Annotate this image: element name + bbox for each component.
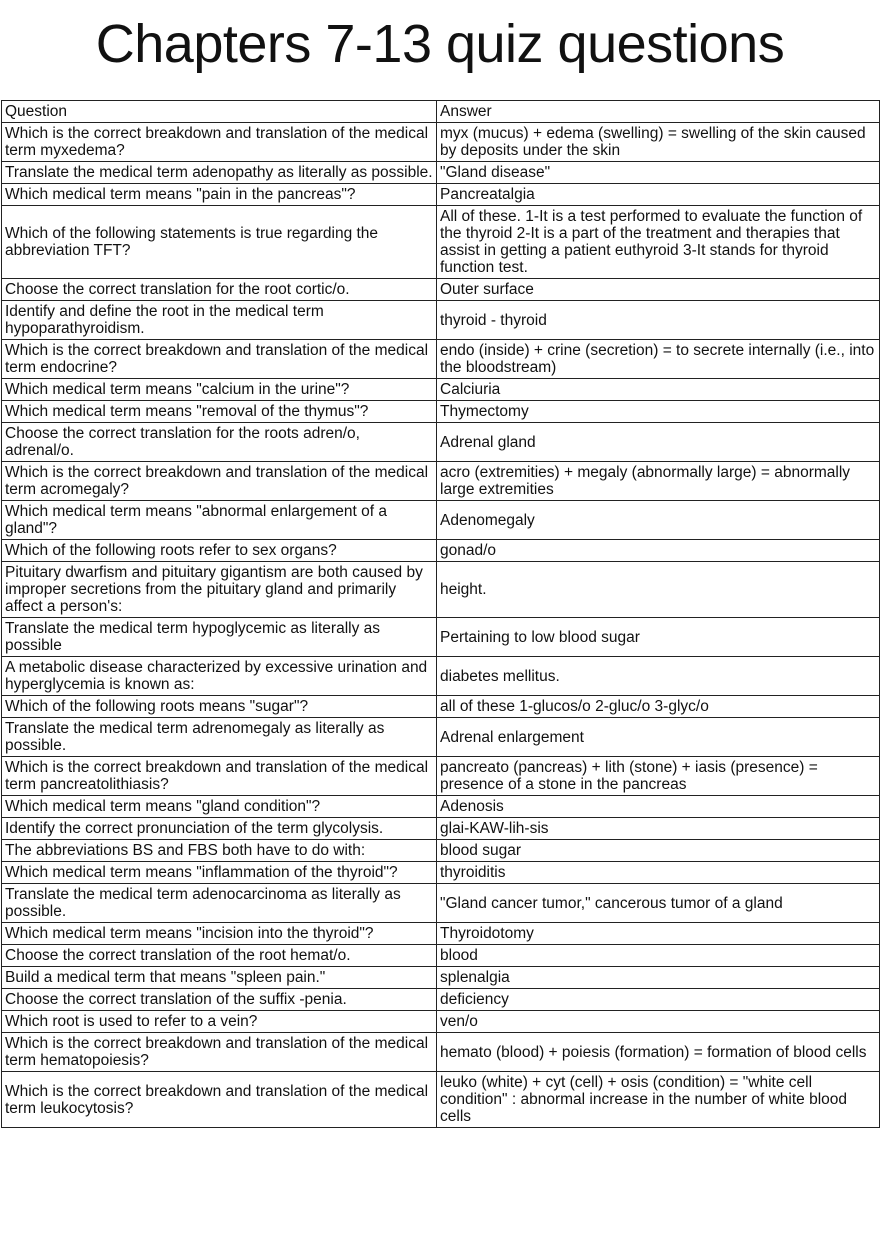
question-cell: A metabolic disease characterized by excessive urination and hyperglycemia is known as: xyxy=(2,657,437,696)
answer-cell: "Gland cancer tumor," cancerous tumor of a gland xyxy=(437,884,880,923)
table-row xyxy=(2,562,880,618)
question-cell: Which is the correct breakdown and translation of the medical term pancreatolithiasis? xyxy=(2,757,437,796)
answer-cell: Calciuria xyxy=(437,379,880,401)
answer-cell: Adrenal enlargement xyxy=(437,718,880,757)
question-cell: Which medical term means "removal of the thymus"? xyxy=(2,401,437,423)
answer-cell: all of these 1-glucos/o 2-gluc/o 3-glyc/o xyxy=(437,696,880,718)
answer-cell: thyroiditis xyxy=(437,862,880,884)
question-cell: Which is the correct breakdown and translation of the medical term acromegaly? xyxy=(2,462,437,501)
question-cell: Which medical term means "incision into the thyroid"? xyxy=(2,923,437,945)
answer-cell: "Gland disease" xyxy=(437,162,880,184)
table-row xyxy=(2,184,880,206)
answer-cell: gonad/o xyxy=(437,540,880,562)
question-cell: The abbreviations BS and FBS both have to do with: xyxy=(2,840,437,862)
quiz-table xyxy=(1,100,880,1128)
table-row xyxy=(2,340,880,379)
table-row xyxy=(2,462,880,501)
answer-cell: hemato (blood) + poiesis (formation) = formation of blood cells xyxy=(437,1033,880,1072)
question-cell: Choose the correct translation for the roots adren/o, adrenal/o. xyxy=(2,423,437,462)
question-cell: Identify and define the root in the medical term hypoparathyroidism. xyxy=(2,301,437,340)
question-cell: Which is the correct breakdown and translation of the medical term leukocytosis? xyxy=(2,1072,437,1128)
question-cell: Translate the medical term hypoglycemic as literally as possible xyxy=(2,618,437,657)
question-cell: Which medical term means "abnormal enlargement of a gland"? xyxy=(2,501,437,540)
table-row xyxy=(2,423,880,462)
answer-cell: Pertaining to low blood sugar xyxy=(437,618,880,657)
answer-cell: Outer surface xyxy=(437,279,880,301)
question-cell: Choose the correct translation for the root cortic/o. xyxy=(2,279,437,301)
table-row xyxy=(2,989,880,1011)
table-row xyxy=(2,718,880,757)
question-cell: Pituitary dwarfism and pituitary gigantism are both caused by improper secretions from the pituitary gland and primarily affect a person's: xyxy=(2,562,437,618)
answer-cell: Pancreatalgia xyxy=(437,184,880,206)
answer-cell: leuko (white) + cyt (cell) + osis (condition) = "white cell condition" : abnormal increase in the number of white blood cells xyxy=(437,1072,880,1128)
table-row xyxy=(2,123,880,162)
question-cell: Which of the following statements is true regarding the abbreviation TFT? xyxy=(2,206,437,279)
table-row xyxy=(2,657,880,696)
table-row xyxy=(2,1033,880,1072)
question-cell: Which is the correct breakdown and translation of the medical term hematopoiesis? xyxy=(2,1033,437,1072)
table-row xyxy=(2,379,880,401)
table-row xyxy=(2,162,880,184)
answer-cell: Adenomegaly xyxy=(437,501,880,540)
table-row xyxy=(2,696,880,718)
answer-cell: Adrenal gland xyxy=(437,423,880,462)
question-cell: Identify the correct pronunciation of the term glycolysis. xyxy=(2,818,437,840)
question-cell: Which medical term means "calcium in the urine"? xyxy=(2,379,437,401)
table-row xyxy=(2,1011,880,1033)
answer-cell: deficiency xyxy=(437,989,880,1011)
table-row xyxy=(2,401,880,423)
header-answer: Answer xyxy=(437,101,880,123)
quiz-table-body xyxy=(2,101,880,1128)
table-row xyxy=(2,967,880,989)
answer-cell: diabetes mellitus. xyxy=(437,657,880,696)
question-cell: Which medical term means "pain in the pancreas"? xyxy=(2,184,437,206)
question-cell: Build a medical term that means "spleen pain." xyxy=(2,967,437,989)
table-row xyxy=(2,1072,880,1128)
table-row xyxy=(2,757,880,796)
answer-cell: myx (mucus) + edema (swelling) = swelling of the skin caused by deposits under the skin xyxy=(437,123,880,162)
question-cell: Which root is used to refer to a vein? xyxy=(2,1011,437,1033)
table-row xyxy=(2,618,880,657)
answer-cell: thyroid - thyroid xyxy=(437,301,880,340)
answer-cell: blood xyxy=(437,945,880,967)
table-row xyxy=(2,301,880,340)
answer-cell: Thyroidotomy xyxy=(437,923,880,945)
table-row xyxy=(2,945,880,967)
answer-cell: Thymectomy xyxy=(437,401,880,423)
question-cell: Choose the correct translation of the suffix -penia. xyxy=(2,989,437,1011)
table-row xyxy=(2,862,880,884)
table-row xyxy=(2,840,880,862)
question-cell: Which of the following roots refer to sex organs? xyxy=(2,540,437,562)
answer-cell: height. xyxy=(437,562,880,618)
table-row xyxy=(2,206,880,279)
question-cell: Translate the medical term adrenomegaly as literally as possible. xyxy=(2,718,437,757)
answer-cell: ven/o xyxy=(437,1011,880,1033)
question-cell: Which medical term means "gland condition"? xyxy=(2,796,437,818)
table-row xyxy=(2,923,880,945)
answer-cell: pancreato (pancreas) + lith (stone) + iasis (presence) = presence of a stone in the pancreas xyxy=(437,757,880,796)
answer-cell: glai-KAW-lih-sis xyxy=(437,818,880,840)
question-cell: Which is the correct breakdown and translation of the medical term endocrine? xyxy=(2,340,437,379)
question-cell: Translate the medical term adenocarcinoma as literally as possible. xyxy=(2,884,437,923)
answer-cell: acro (extremities) + megaly (abnormally large) = abnormally large extremities xyxy=(437,462,880,501)
question-cell: Choose the correct translation of the root hemat/o. xyxy=(2,945,437,967)
answer-cell: All of these. 1-It is a test performed to evaluate the function of the thyroid 2-It is a part of the treatment and therapies that assist in getting a patient euthyroid 3-It stands for thyroid function test. xyxy=(437,206,880,279)
table-row xyxy=(2,796,880,818)
answer-cell: endo (inside) + crine (secretion) = to secrete internally (i.e., into the bloodstream) xyxy=(437,340,880,379)
header-question: Question xyxy=(2,101,437,123)
table-header-row xyxy=(2,101,880,123)
table-row xyxy=(2,884,880,923)
table-row xyxy=(2,279,880,301)
question-cell: Which of the following roots means "sugar"? xyxy=(2,696,437,718)
page-title: Chapters 7-13 quiz questions xyxy=(95,14,785,74)
answer-cell: splenalgia xyxy=(437,967,880,989)
question-cell: Translate the medical term adenopathy as literally as possible. xyxy=(2,162,437,184)
table-row xyxy=(2,540,880,562)
question-cell: Which medical term means "inflammation of the thyroid"? xyxy=(2,862,437,884)
table-row xyxy=(2,818,880,840)
answer-cell: blood sugar xyxy=(437,840,880,862)
table-row xyxy=(2,501,880,540)
answer-cell: Adenosis xyxy=(437,796,880,818)
question-cell: Which is the correct breakdown and translation of the medical term myxedema? xyxy=(2,123,437,162)
